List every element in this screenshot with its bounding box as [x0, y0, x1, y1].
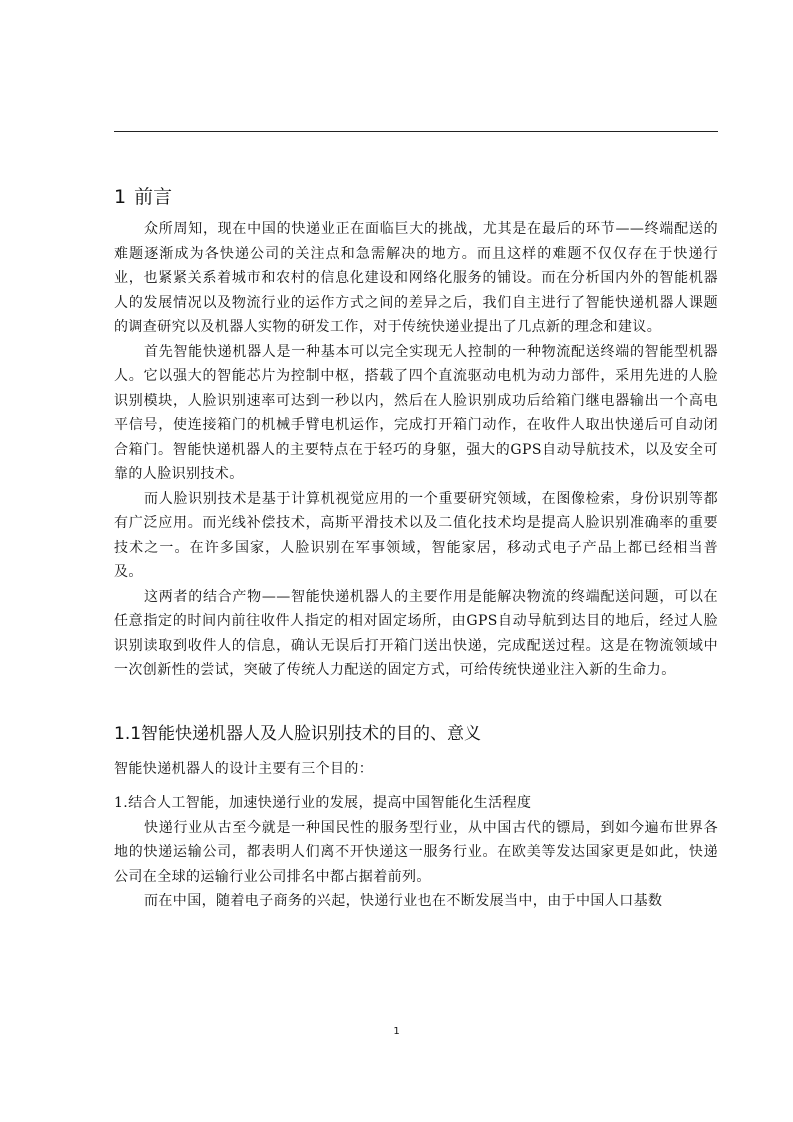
header-rule [114, 131, 718, 132]
section-heading-1 [114, 183, 718, 211]
intro-paragraph: 智能快递机器人的设计主要有三个目的： [114, 760, 374, 777]
document-body [114, 183, 718, 914]
paragraph: 首先智能快递机器人是一种基本可以完全实现无人控制的一种物流配送终端的智能型机器人。它以强大的智能芯片为控制中枢，搭载了四个直流驱动电机为动力部件，采用先进的人脸识别模块，人脸识别速率可达到一秒以内，然后在人脸识别成功后给箱门继电器输出一个高电平信号，使连接箱门的机械手臂电机运作，完成打开箱门动作，在收件人取出快递后可自动闭合箱门。智能快递机器人的主要特点在于轻巧的身躯，强大的GPS自动导航技术，以及安全可靠的人脸识别技术。 [114, 343, 718, 482]
paragraph: 这两者的结合产物——智能快递机器人的主要作用是能解决物流的终端配送问题，可以在任意指定的时间内前往收件人指定的相对固定场所，由GPS自动导航到达目的地后，经过人脸识别读取到收件人的信息，确认无误后打开箱门送出快递，完成配送过程。这是在物流领域中一次创新性的尝试，突破了传统人力配送的固定方式，可给传统快递业注入新的生命力。 [114, 588, 718, 678]
section-title: 前言 [134, 186, 173, 208]
page-number: 1 [393, 1026, 400, 1037]
section-heading-1-1 [114, 721, 718, 747]
paragraph: 众所周知，现在中国的快递业正在面临巨大的挑战，尤其是在最后的环节——终端配送的难题逐渐成为各快递公司的关注点和急需解决的地方。而且这样的难题不仅仅存在于快递行业，也紧紧关系着城市和农村的信息化建设和网络化服务的铺设。而在分析国内外的智能机器人的发展情况以及物流行业的运作方式之间的差异之后，我们自主进行了智能快递机器人课题的调查研究以及机器人实物的研发工作，对于传统快递业提出了几点新的理念和建议。 [114, 221, 718, 335]
subsection-title: 智能快递机器人及人脸识别技术的目的、意义 [141, 723, 482, 744]
paragraph: 而在中国，随着电子商务的兴起，快递行业也在不断发展当中，由于中国人口基数 [144, 893, 663, 909]
paragraph: 而人脸识别技术是基于计算机视觉应用的一个重要研究领域，在图像检索，身份识别等都有广泛应用。而光线补偿技术，高斯平滑技术以及二值化技术均是提高人脸识别准确率的重要技术之一。在许多国家，人脸识别在军事领域，智能家居，移动式电子产品上都已经相当普及。 [114, 490, 718, 580]
subsection-number: 1.1 [114, 723, 142, 744]
numbered-item: 1.结合人工智能，加速快递行业的发展，提高中国智能化生活程度 [114, 795, 532, 811]
paragraph: 快递行业从古至今就是一种国民性的服务型行业，从中国古代的镖局，到如今遍布世界各地的快递运输公司，都表明人们离不开快递这一服务行业。在欧美等发达国家更是如此，快递公司在全球的运输行业公司排名中都占据着前列。 [114, 819, 718, 885]
section-number: 1 [114, 186, 127, 208]
